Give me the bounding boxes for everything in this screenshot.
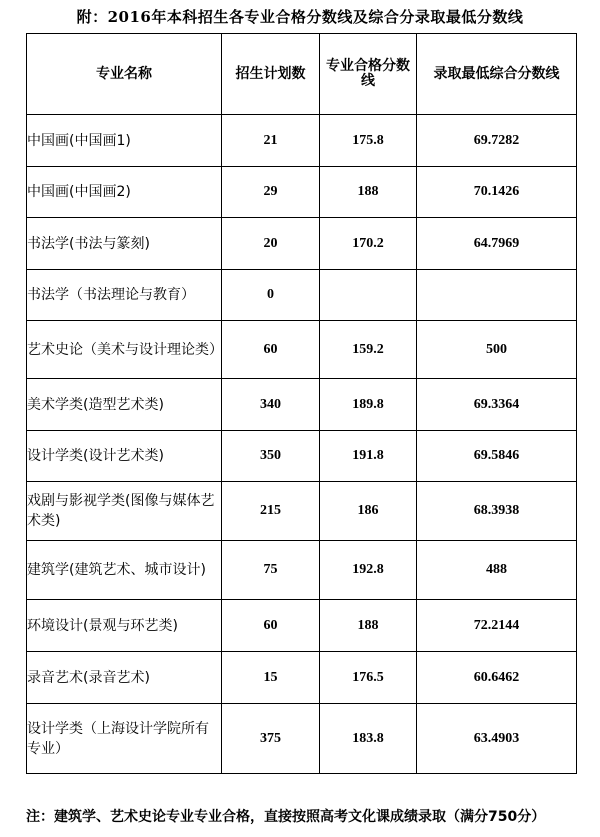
table-row [27,167,577,218]
cell-plan: 340 [222,379,320,431]
cell-pass-score: 186 [320,482,417,541]
cell-pass-score: 189.8 [320,379,417,431]
cell-plan: 375 [222,704,320,774]
cell-pass-score: 191.8 [320,431,417,482]
table-row [27,379,577,431]
cell-min-score: 64.7969 [417,218,577,270]
cell-pass-score: 175.8 [320,115,417,167]
cell-plan: 350 [222,431,320,482]
table-row [27,270,577,321]
table-body [27,115,577,774]
cell-min-score: 69.3364 [417,379,577,431]
cell-major: 中国画(中国画2) [27,167,222,218]
cell-pass-score: 188 [320,600,417,652]
page-title: 附：2016年本科招生各专业合格分数线及综合分录取最低分数线 [76,8,524,26]
cell-plan: 20 [222,218,320,270]
cell-min-score: 69.5846 [417,431,577,482]
table-row [27,115,577,167]
cell-plan: 60 [222,321,320,379]
header-pass-score-text: 专业合格分数线 [326,58,410,89]
cell-min-score [417,270,577,321]
cell-pass-score: 183.8 [320,704,417,774]
cell-major: 录音艺术(录音艺术) [27,652,222,704]
cell-major: 设计学类（上海设计学院所有专业） [27,704,222,774]
table-header-row [27,34,577,115]
cell-plan: 75 [222,541,320,600]
table-row [27,218,577,270]
cell-min-score: 488 [417,541,577,600]
header-major: 专业名称 [27,34,222,115]
cell-pass-score: 192.8 [320,541,417,600]
cell-major: 设计学类(设计艺术类) [27,431,222,482]
cell-major: 戏剧与影视学类(图像与媒体艺术类) [27,482,222,541]
table-row [27,652,577,704]
cell-major: 美术学类(造型艺术类) [27,379,222,431]
table-row [27,431,577,482]
cell-pass-score: 170.2 [320,218,417,270]
cell-major: 建筑学(建筑艺术、城市设计) [27,541,222,600]
cell-pass-score: 176.5 [320,652,417,704]
cell-min-score: 70.1426 [417,167,577,218]
table-row [27,704,577,774]
cell-min-score: 72.2144 [417,600,577,652]
cell-plan: 29 [222,167,320,218]
cell-min-score: 60.6462 [417,652,577,704]
cell-major: 环境设计(景观与环艺类) [27,600,222,652]
cell-min-score: 63.4903 [417,704,577,774]
header-min-score: 录取最低综合分数线 [417,34,577,115]
cell-pass-score: 159.2 [320,321,417,379]
table-row [27,482,577,541]
table-row [27,541,577,600]
cell-plan: 15 [222,652,320,704]
header-plan: 招生计划数 [222,34,320,115]
cell-min-score: 500 [417,321,577,379]
cell-plan: 215 [222,482,320,541]
header-pass-score [320,34,417,115]
table-row [27,600,577,652]
cell-major: 书法学(书法与篆刻) [27,218,222,270]
score-table [26,33,577,774]
footnote: 注：建筑学、艺术史论专业专业合格，直接按照高考文化课成绩录取（满分750分） [26,809,546,825]
cell-plan: 0 [222,270,320,321]
cell-major: 中国画(中国画1) [27,115,222,167]
cell-plan: 21 [222,115,320,167]
table-row [27,321,577,379]
cell-pass-score: 188 [320,167,417,218]
cell-min-score: 69.7282 [417,115,577,167]
cell-min-score: 68.3938 [417,482,577,541]
cell-plan: 60 [222,600,320,652]
cell-major: 书法学（书法理论与教育） [27,270,222,321]
cell-major: 艺术史论（美术与设计理论类） [27,321,222,379]
cell-pass-score [320,270,417,321]
